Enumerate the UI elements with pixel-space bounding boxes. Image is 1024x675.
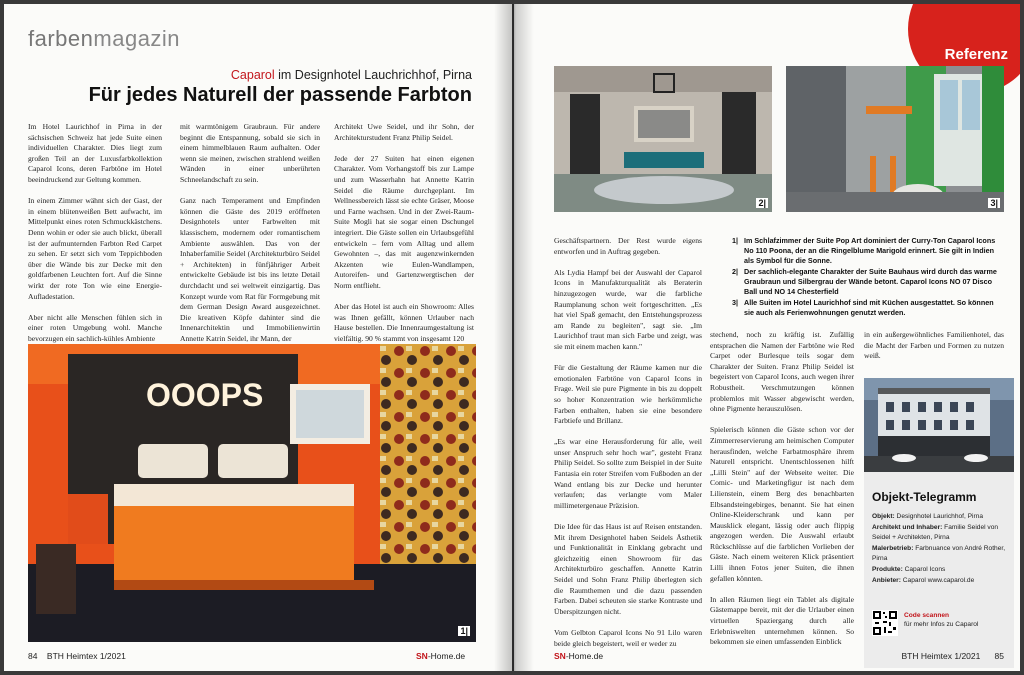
neon-sign-text: OOOPS (146, 377, 264, 413)
text-column-5: stechend, noch zu kräftig ist. Zufällig entsprachen die Namen der Farbtöne wie Red Carpet oder Burlesque teils sogar dem Charakter der Suiten. Franz Philip Seidel ist begeistert von Caparol Icons, auch wegen ihrer Robustheit. Verschmutzungen können problemlos mit Wasser abgewischt werden, ohne Pigmente herauszulösen. Spielerisch können die Gäste schon vor der Zimmerreservierung am heimischen Computer herausfinden, welche Farbatmosphäre ihrem Naturell entspricht. Unentschlossenen hilft „Lilli Stein" auf der Webseite weiter. Die Comic- und Marketingfigur ist nach dem Lilienstein, einem Berg des benachbarten Elbsandsteingebirges, benannt. Sie hat einen Online-Kleiderschrank und kann per Mausklick elegant, lässig oder auch flippig angezogen werden. Die Auswahl erlaubt Rückschlüsse auf die farblichen Vorlieben der Gäste. Nach einem weiteren Klick präsentiert Lilli ihnen Fotos jener Suiten, die ihnen gefallen könnten. In allen Räumen liegt ein Tablet als digitale Gästemappe bereit, mit der die Urlauber einen virtuellen Spaziergang durch alle Erlebniswelten unternehmen können. So bekommen sie einen umfassenden Einblick (710, 330, 854, 647)
photo-captions (732, 236, 1004, 319)
caption-1: 1| Im Schlafzimmer der Suite Pop Art dominiert der Curry-Ton Caparol Icons No 110 Poona, der an die Ringelblume Marigold erinnert. Sie gilt in Indien als Symbol für die Sonne. (732, 236, 996, 265)
left-footer: 84 BTH Heimtex 1/2021 (28, 651, 126, 661)
figure-number-3: 3| (990, 198, 998, 208)
objekt-telegramm-box (864, 378, 1014, 668)
photo-bauhaus-suite (554, 66, 772, 212)
right-page (514, 4, 1020, 671)
telegram-title: Objekt-Telegramm (872, 490, 977, 504)
left-footer-site: SN-Home.de (416, 651, 466, 661)
text-column-3: Architekt Uwe Seidel, und ihr Sohn, der Architekturstudent Franz Philip Seidel. Jede der 27 Suiten hat einen eigenen Charakter. Vom Vorhangstoff bis zur Lampe und zum Wasserhahn hat Annette Katrin Seidel die Räume durchgeplant. Im Wellnessbereich lässt sie echte Gräser, Moose und Farne wachsen. Und in der Zwei-Raum-Suite Mogli hat sie sogar einen Dschungel integriert. Die Gäste sollen ein Urlaubsgefühl entwickeln – fern vom Alltag und allem Gewohnten –, das mit augenzwinkernden Akzenten wie Eulen-Wandlampen, Autoreifen- und Gartenzwergtischen der Norm entflieht. Aber das Hotel ist auch ein Showroom: Alles was Ihnen gefällt, können Urlauber nach Hause bestellen. Die Innenraumgestaltung ist vielfältig. 90 % stammt von insgesamt 120 (334, 122, 474, 343)
caption-2: 2| Der sachlich-elegante Charakter der Suite Bauhaus wird durch das warme Graubraun und Silbergrau der Wände betont. Caparol Icons NO 07 Disco Ball und NO 14 Chesterfield (732, 267, 997, 296)
right-footer-site: SN-Home.de (554, 651, 604, 661)
qr-caption: Code scannen für mehr Infos zu Caparol (904, 612, 979, 628)
right-footer: BTH Heimtex 1/2021 85 (901, 651, 1004, 661)
qr-code-icon[interactable] (872, 610, 898, 636)
photo-orange-bedroom (28, 344, 476, 642)
photo-kitchen-suite (786, 66, 1004, 212)
magazine-logo: farbenmagazin (28, 26, 181, 51)
article-headline: Für jedes Naturell der passende Farbton (88, 84, 472, 106)
text-column-2: mit warmtönigem Graubraun. Für andere beginnt die Entspannung, sobald sie sich in einem himmelblauen Raum aufhalten. Oder wenn sie meinen, zwischen strahlend weißen Wänden in einer unberührten Schneelandschaft zu sein. Ganz nach Temperament und Empfinden können die Gäste des 2019 eröffneten Designhotels unter Farbwelten mit klassischem, modernem oder romantischem Ambiente auswählen. Das von der Inhaberfamilie Seidel (Architekturbüro Seidel + Architekten) in fünfjähriger Arbeit entwickelte Gebäude ist bis ins letzte Detail durchdacht und sei weltweit einzigartig. Das Konzept wurde vom Rat für Formgebung mit dem German Design Award ausgezeichnet. Die kreativen Köpfe dahinter sind die Innenarchitektin und Immobilienwirtin Annette Katrin Seidel, ihr Mann, der (180, 122, 320, 343)
referenz-badge: Referenz (910, 4, 1020, 84)
telegram-details: Objekt: Designhotel Laurichhof, Pirna Architekt und Inhaber: Familie Seidel von Seidel + Architekten, Pirna Malerbetrieb: Farbnuance von André Rother, Pirna Produkte: Caparol Icons Anbieter: Caparol www.caparol.de (872, 513, 1006, 585)
photo-hotel-exterior (864, 378, 1014, 472)
text-column-6: in ein außergewöhnliches Familienhotel, das die Macht der Farben und Formen zu nutzen weiß. (864, 330, 1004, 361)
left-page (4, 4, 512, 671)
figure-number-2: 2| (758, 198, 766, 208)
text-column-1: Im Hotel Laurichhof in Pirna in der sächsischen Schweiz hat jede Suite einen individuellen Charakter. Dies liegt zum großen Teil an der Luxusfarbkollektion Caparol Icons, deren Farbtöne im Hotel beeindruckend zur Geltung kommen. In einem Zimmer wähnt sich der Gast, der in einem blütenweißen Bett aufwacht, im Mittelpunkt eines roten Schmuckkästchens. Denn wohin er oder sie auch blickt, überall ist der aufmunternden Farbton Red Carpet zu sehen. Er setzt sich vom Teppichboden über die Wände bis zur Decke mit den goldfarbenen Leuchten fort. Auf die Sinne wirkt der rote Ton wie eine Energie-Aufladestation. Aber nicht alle Menschen fühlen sich in einer roten Umgebung wohl. Manche bevorzugen ein sachlich-kühles Ambiente (28, 122, 162, 343)
figure-number-1: 1| (460, 626, 468, 636)
article-kicker: Caparol im Designhotel Lauchrichhof, Pirna (230, 68, 472, 82)
caption-3: 3| Alle Suiten im Hotel Laurichhof sind mit Küchen ausgestattet. So können sie auch als Ferienwohnungen genutzt werden. (732, 298, 994, 317)
text-column-4: Geschäftspartnern. Der Rest wurde eigens entworfen und in Auftrag gegeben. Als Lydia Hampf bei der Auswahl der Caparol Icons in Manufakturqualität als Beraterin hinzugezogen wurde, war die farbliche Raumplanung schon weit fortgeschritten. „Es hat viel Spaß gemacht, den Entstehungsprozess am Rande zu begleiten", sagt sie. „Im Laurichhof traut man sich Farbe und zeigt, was sie mit einem machen kann." Für die Gestaltung der Räume kamen nur die emotionalen Farbtöne von Caparol Icons in Frage. Weil sie pure Pigmente in bis zu doppelt so hoher Konzentration wie herkömmliche Farben enthalten, haben sie eine besondere Farbtiefe und Brillanz. „Es war eine Herausforderung für alle, weil unser Anspruch sehr hoch war", gesteht Franz Philip Seidel. So sollte zum Beispiel in der Suite Fantasia ein roter Streifen vom Fußboden an der Wand entlang bis zur Decke und herunter verlaufen; das verlangte vom Maler millimetergenaue Präzision. Die Idee für das Haus ist auf Reisen entstanden. Mit ihrem Designhotel haben Seidels Ästhetik und Funktionalität in Einklang gebracht und gleichzeitig einen Showroom für das Architekturbüro geschaffen. Annette Katrin Seidel und Sohn Franz Philip überlegten sich die Raumthemen und die dazu passenden Farben. Dabei scheuten sie starke Kontraste und Überspitzungen nicht. Vom Gelbton Caparol Icons No 91 Lilo waren beide gleich begeistert, weil er weder zu (554, 236, 702, 648)
magazine-spread (4, 4, 1020, 671)
